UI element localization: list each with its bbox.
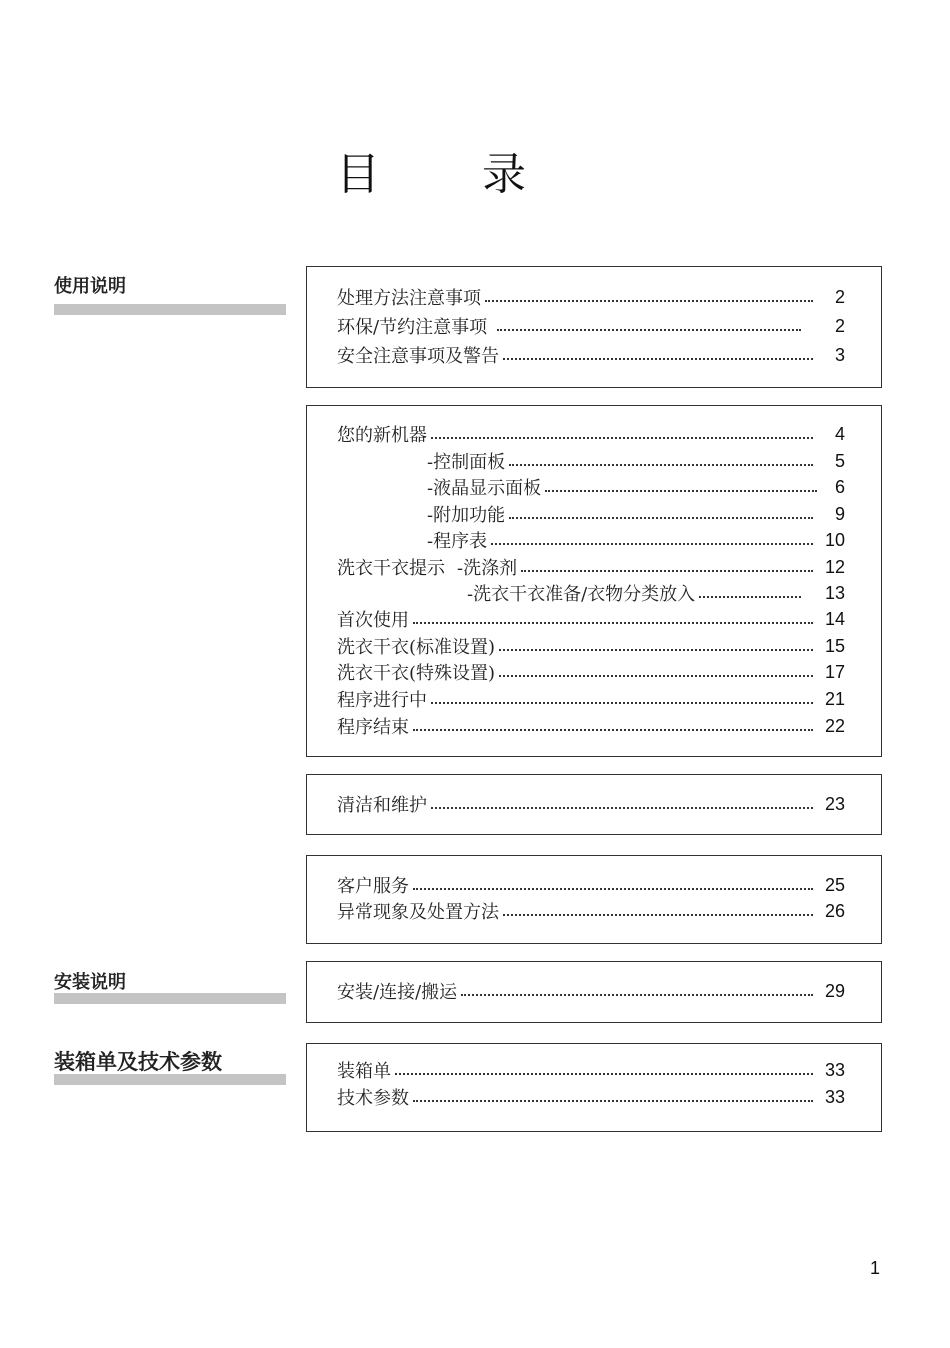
toc-box-safety	[306, 266, 882, 388]
toc-leader	[499, 649, 813, 651]
toc-leader	[497, 329, 801, 331]
toc-entry-label: 装箱单	[337, 1061, 391, 1082]
toc-entry-label: 客户服务	[337, 876, 409, 897]
toc-box-maintenance	[306, 774, 882, 835]
toc-entry[interactable]	[337, 1057, 845, 1083]
section-packing-bar	[54, 1074, 286, 1085]
toc-entry[interactable]	[427, 527, 845, 553]
toc-entry[interactable]	[467, 580, 845, 606]
toc-entry[interactable]	[337, 554, 845, 580]
toc-entry[interactable]	[337, 313, 845, 339]
toc-leader	[431, 702, 813, 704]
section-install	[54, 968, 286, 1004]
toc-box-packing	[306, 1043, 882, 1132]
toc-entry-page: 25	[824, 874, 845, 895]
toc-leader	[395, 1073, 813, 1075]
toc-entry-page: 33	[824, 1059, 845, 1080]
toc-leader	[499, 675, 813, 677]
toc-entry-page: 23	[824, 793, 845, 814]
toc-entry-page: 5	[834, 450, 845, 471]
toc-entry-page: 14	[824, 608, 845, 629]
toc-box-installation	[306, 961, 882, 1023]
toc-leader	[413, 622, 813, 624]
toc-entry-label: 环保/节约注意事项	[337, 317, 488, 338]
toc-leader	[413, 1100, 813, 1102]
toc-entry-page: 29	[824, 980, 845, 1001]
toc-leader	[521, 570, 813, 572]
toc-entry-label: 程序结束	[337, 717, 409, 738]
toc-entry-label: 安全注意事项及警告	[337, 346, 499, 367]
toc-entry[interactable]	[337, 659, 845, 685]
toc-entry-page: 13	[824, 582, 845, 603]
toc-entry[interactable]	[337, 713, 845, 739]
section-packing-label: 装箱单及技术参数	[54, 1050, 222, 1074]
section-packing	[54, 1046, 286, 1085]
toc-leader	[431, 807, 813, 809]
toc-leader	[503, 914, 813, 916]
section-install-bar	[54, 993, 286, 1004]
toc-entry-label: -洗衣干衣准备/衣物分类放入	[467, 584, 696, 605]
toc-entry-label: -附加功能	[427, 505, 506, 526]
toc-entry[interactable]	[427, 501, 845, 527]
toc-box-service	[306, 855, 882, 944]
toc-entry-page: 10	[824, 529, 845, 550]
toc-entry[interactable]	[337, 791, 845, 817]
section-install-label: 安装说明	[54, 972, 126, 993]
toc-entry[interactable]	[337, 898, 845, 924]
toc-entry-page: 17	[824, 661, 845, 682]
toc-entry-label: -控制面板	[427, 452, 506, 473]
toc-leader	[413, 888, 813, 890]
toc-entry[interactable]	[337, 284, 845, 310]
toc-entry[interactable]	[427, 448, 845, 474]
toc-leader	[491, 543, 813, 545]
toc-leader	[413, 729, 813, 731]
toc-leader	[509, 464, 813, 466]
toc-entry-page: 6	[834, 476, 845, 497]
page-title: 目 录	[336, 149, 570, 200]
toc-entry-page: 12	[824, 556, 845, 577]
toc-entry[interactable]	[337, 342, 845, 368]
toc-entry[interactable]	[337, 606, 845, 632]
toc-entry-label: 异常现象及处置方法	[337, 902, 499, 923]
toc-leader	[461, 994, 813, 996]
toc-entry-label: 技术参数	[337, 1088, 409, 1109]
toc-entry-label: 安装/连接/搬运	[337, 982, 458, 1003]
toc-entry-page: 3	[834, 344, 845, 365]
toc-entry-page: 15	[824, 635, 845, 656]
toc-entry[interactable]	[337, 978, 845, 1004]
toc-entry-label: 洗衣干衣(标准设置)	[337, 637, 496, 658]
toc-entry[interactable]	[427, 474, 845, 500]
toc-entry[interactable]	[337, 872, 845, 898]
toc-entry-page: 2	[834, 315, 845, 336]
toc-entry-label: 洗衣干衣(特殊设置)	[337, 663, 496, 684]
toc-entry-label: -程序表	[427, 531, 488, 552]
toc-box-operation	[306, 405, 882, 757]
toc-entry-page: 26	[824, 900, 845, 921]
toc-entry-page: 2	[834, 286, 845, 307]
toc-entry-page: 21	[824, 688, 845, 709]
toc-leader	[485, 300, 813, 302]
toc-leader	[509, 517, 813, 519]
section-usage	[54, 272, 286, 315]
toc-leader	[545, 490, 817, 492]
toc-entry-label: 首次使用	[337, 610, 409, 631]
toc-entry-label: -洗涤剂	[457, 558, 518, 579]
toc-entry[interactable]	[337, 686, 845, 712]
toc-entry-label: 程序进行中	[337, 690, 427, 711]
toc-leader	[699, 596, 801, 598]
toc-entry-label: -液晶显示面板	[427, 478, 542, 499]
toc-entry[interactable]	[337, 633, 845, 659]
toc-entry-label: 处理方法注意事项	[337, 288, 481, 309]
toc-entry-page: 22	[824, 715, 845, 736]
section-usage-label: 使用说明	[54, 276, 126, 297]
toc-entry[interactable]	[337, 421, 845, 447]
toc-leader	[503, 358, 813, 360]
toc-entry[interactable]	[337, 1084, 845, 1110]
section-usage-bar	[54, 304, 286, 315]
toc-entry-group: 洗衣干衣提示	[337, 558, 445, 579]
toc-entry-label: 您的新机器	[337, 425, 427, 446]
toc-entry-page: 9	[834, 503, 845, 524]
toc-entry-page: 33	[824, 1086, 845, 1107]
toc-entry-page: 4	[834, 423, 845, 444]
page-number: 1	[870, 1258, 881, 1278]
toc-leader	[431, 437, 813, 439]
toc-entry-label: 清洁和维护	[337, 795, 427, 816]
